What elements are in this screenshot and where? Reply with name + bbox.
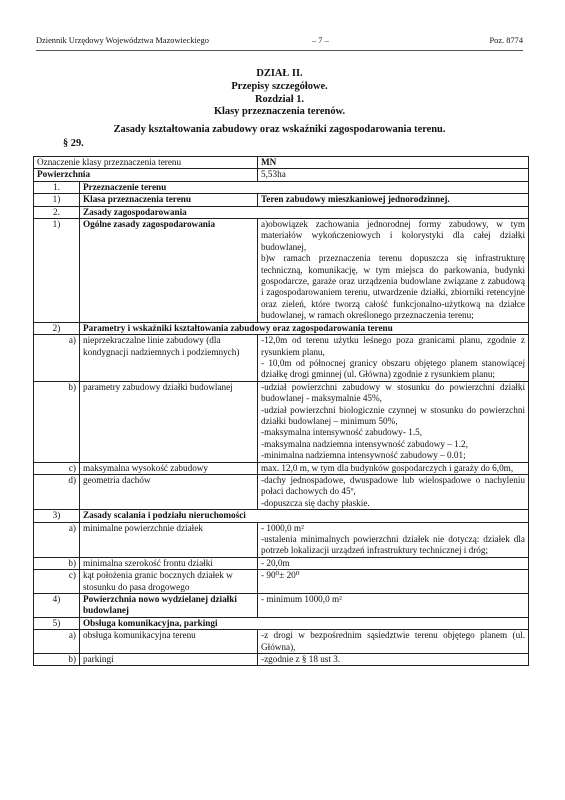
section-row (34, 510, 529, 522)
table-row (34, 474, 529, 509)
row-label: parkingi (80, 654, 258, 666)
rule-text: a)obowiązek zachowania jednorodnej formy zabudowy, w tym materiałów wykończeniowych i kolorystyki dla całej działki budowlanej, (261, 219, 526, 252)
row-letter: b) (34, 557, 80, 569)
table-row (34, 522, 529, 557)
rule-text: -dachy jednospadowe, dwuspadowe lub wielospadowe o nachyleniu połaci dachowych do 45º, (261, 474, 526, 497)
section-title: Parametry i wskaźniki kształtowania zabudowy oraz zagospodarowania terenu (80, 322, 529, 334)
section-row (34, 322, 529, 334)
heading-dzial: DZIAŁ II. (256, 68, 303, 79)
journal-title: Dziennik Urzędowy Województwa Mazowieckiego (36, 36, 209, 45)
row-label: Klasa przeznaczenia terenu (80, 194, 258, 206)
rule-text: -ustalenia minimalnych powierzchni działek nie dotyczą: działek dla potrzeb lokalizacji urządzeń infrastruktury technicznej i dróg; (261, 534, 526, 556)
row-value: - 20,0m (258, 557, 529, 569)
rule-text: b)w ramach przeznaczenia terenu dopuszcza się infrastrukturę techniczną, komunikację, w tym miejsca do parkowania, budynki gospodarcze, garaże oraz urządzenia budowlane związane z zabudową i zagospodarowaniem terenu, utwardzenie działki, zbiorniki retencyjne oraz zieleń, które tworzą całość funkcjonalno-użytkową na działce budowlanej, w ramach określonego przeznaczenia terenu; (261, 253, 526, 321)
rule-text: - 10,0m od północnej granicy obszaru objętego planem stanowiącej działkę drogi gminnej (ul. Główna) zgodnie z rysunkiem planu; (261, 357, 526, 380)
row-number: 1) (34, 194, 80, 206)
row-value: max. 12,0 m, w tym dla budynków gospodarczych i garaży do 6,0m, (258, 462, 529, 474)
rule-text: -12,0m od terenu użytku leśnego poza granicami planu, zgodnie z rysunkiem planu, (261, 335, 526, 357)
row-value: Teren zabudowy mieszkaniowej jednorodzinnej. (258, 194, 529, 206)
row-value: -z drogi w bezpośrednim sąsiedztwie terenu objętego planem (ul. Główna), (258, 630, 529, 654)
row-label: kąt położenia granic bocznych działek w stosunku do pasa drogowego (80, 570, 258, 594)
area-value-cell: 5,53ha (258, 169, 529, 181)
row-value: - 90⁰± 20⁰ (258, 570, 529, 594)
section-title: Przeznaczenie terenu (80, 181, 529, 193)
class-label-cell: Oznaczenie klasy przeznaczenia terenu (34, 157, 258, 169)
row-letter: a) (34, 630, 80, 654)
page-header (36, 36, 523, 51)
heading-klasy: Klasy przeznaczenia terenów. (213, 106, 346, 118)
rule-text: -dopuszcza się dachy płaskie. (261, 497, 370, 508)
section-headings (36, 68, 523, 137)
page-number: – 7 – (312, 36, 329, 45)
heading-przepisy: Przepisy szczegółowe. (231, 80, 328, 92)
row-label: geometria dachów (80, 474, 258, 509)
row-number: 5) (34, 617, 80, 629)
rule-text: -maksymalna intensywność zabudowy- 1.5, (261, 427, 423, 438)
row-label: Ogólne zasady zagospodarowania (80, 219, 258, 323)
table-row (34, 557, 529, 569)
rule-text: - 1000,0 m² (261, 522, 304, 533)
row-value: -zgodnie z § 18 ust 3. (258, 654, 529, 666)
section-title: Zasady zagospodarowania (80, 206, 529, 218)
row-value (258, 474, 529, 509)
row-label: minimalne powierzchnie działek (80, 522, 258, 557)
row-label: nieprzekraczalne linie zabudowy (dla kondygnacji nadziemnych i podziemnych) (80, 335, 258, 382)
position-number: Poz. 8774 (489, 36, 523, 45)
area-label-cell: Powierzchnia (34, 169, 258, 181)
row-letter: a) (34, 335, 80, 382)
row-label: maksymalna wysokość zabudowy (80, 462, 258, 474)
table-row (34, 630, 529, 654)
row-value: - minimum 1000,0 m² (258, 594, 529, 618)
row-letter: c) (34, 462, 80, 474)
row-value (258, 219, 529, 323)
row-number: 3) (34, 510, 80, 522)
row-value (258, 522, 529, 557)
row-label: parametry zabudowy działki budowlanej (80, 381, 258, 462)
row-letter: b) (34, 654, 80, 666)
rule-text: -maksymalna nadziemna intensywność zabudowy – 1.2, (261, 438, 468, 449)
row-number: 2) (34, 322, 80, 334)
row-number: 1. (34, 181, 80, 193)
zoning-rules-table (33, 156, 529, 666)
rule-text: -minimalna nadziemna intensywność zabudowy – 0.01; (261, 450, 466, 461)
row-number: 1) (34, 219, 80, 323)
section-row (34, 206, 529, 218)
table-row (34, 381, 529, 462)
table-row (34, 157, 529, 169)
rule-text: -udział powierzchni biologicznie czynnej w stosunku do powierzchni działki budowlanej – minimum 50%, (261, 404, 526, 426)
table-row (34, 194, 529, 206)
table-row (34, 335, 529, 382)
section-row (34, 181, 529, 193)
row-label: obsługa komunikacyjna terenu (80, 630, 258, 654)
row-value (258, 335, 529, 382)
row-letter: b) (34, 381, 80, 462)
row-label: Powierzchnia nowo wydzielanej działki budowlanej (80, 594, 258, 618)
table-row (34, 594, 529, 618)
heading-rozdzial: Rozdział 1. (254, 93, 305, 105)
rule-text: -udział powierzchni zabudowy w stosunku do powierzchni działki budowlanej - maksymalnie 45%, (261, 381, 526, 404)
row-label: minimalna szerokość frontu działki (80, 557, 258, 569)
class-value-cell: MN (258, 157, 529, 169)
row-number: 2. (34, 206, 80, 218)
row-value (258, 381, 529, 462)
table-row (34, 219, 529, 323)
section-row (34, 617, 529, 629)
table-row (34, 462, 529, 474)
table-row (34, 654, 529, 666)
row-letter: c) (34, 570, 80, 594)
table-row (34, 169, 529, 181)
paragraph-number: § 29. (63, 138, 84, 149)
row-number: 4) (34, 594, 80, 618)
section-title: Obsługa komunikacyjna, parkingi (80, 617, 529, 629)
section-title: Zasady scalania i podziału nieruchomości (80, 510, 529, 522)
heading-zasady: Zasady kształtowania zabudowy oraz wskaźniki zagospodarowania terenu. (113, 124, 446, 136)
row-letter: d) (34, 474, 80, 509)
row-letter: a) (34, 522, 80, 557)
table-row (34, 570, 529, 594)
